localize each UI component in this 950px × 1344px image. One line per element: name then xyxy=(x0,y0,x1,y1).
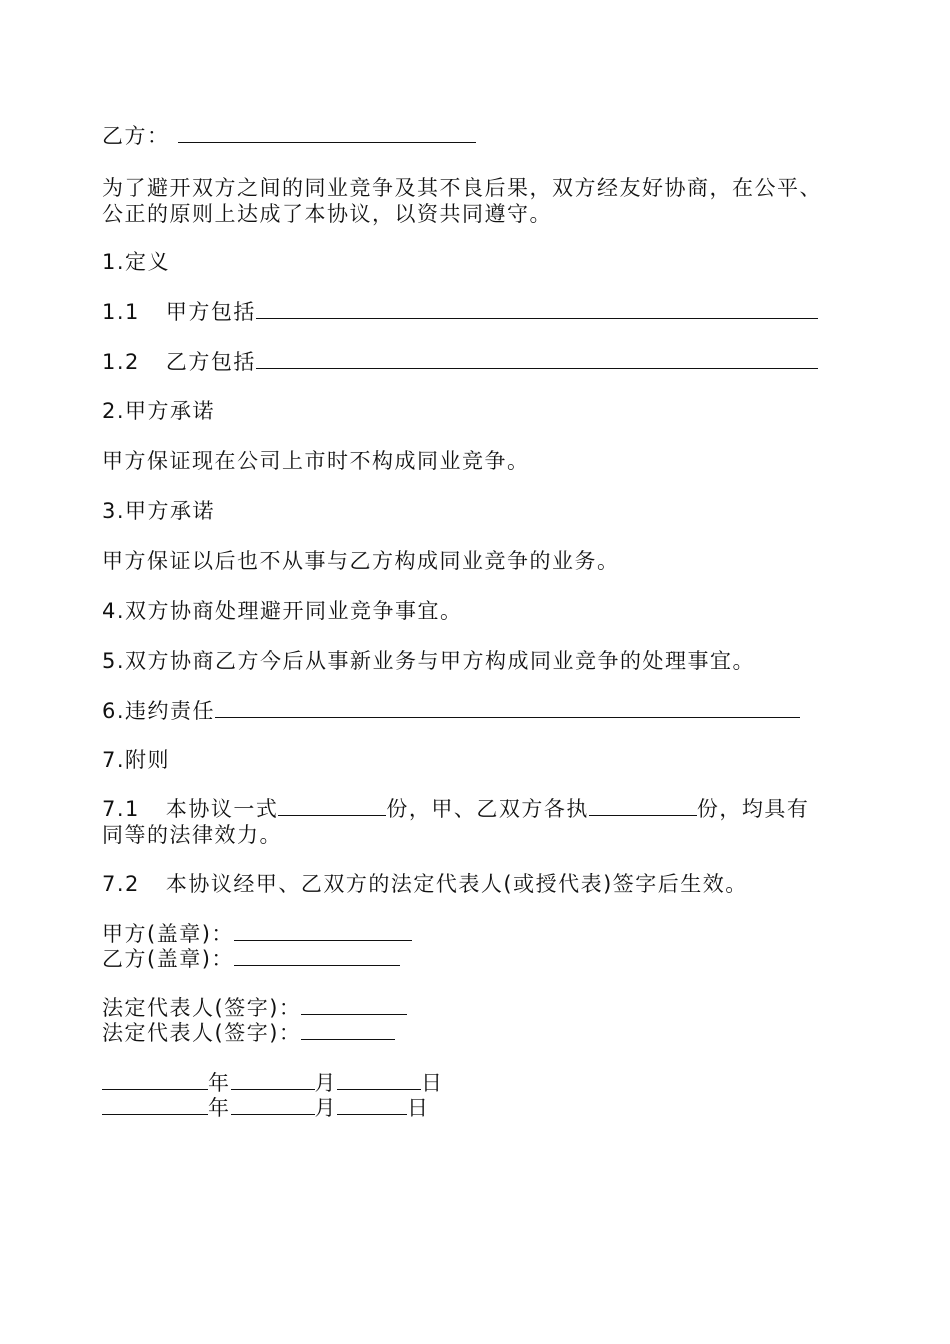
section-1-title: 1.定义 xyxy=(102,250,171,274)
clause-7-1-text-b: 份，甲、乙双方各执 xyxy=(386,797,589,821)
copies-each-blank xyxy=(589,796,697,816)
section-6-blank xyxy=(215,698,800,718)
year-label-1: 年 xyxy=(208,1071,231,1095)
party-b-line xyxy=(102,123,476,149)
party-b-blank xyxy=(178,123,476,143)
section-3-title: 3.甲方承诺 xyxy=(102,499,216,523)
rep-sign-line-2 xyxy=(102,1020,395,1046)
party-a-seal-line xyxy=(102,921,412,947)
copies-total-blank xyxy=(278,796,386,816)
clause-1-2-number: 1.2 xyxy=(102,350,140,374)
month-label-1: 月 xyxy=(314,1071,337,1095)
month-blank-1 xyxy=(231,1070,315,1090)
section-4-title: 4.双方协商处理避开同业竞争事宜。 xyxy=(102,599,463,623)
section-6-line xyxy=(102,698,800,724)
clause-7-1-line-2: 同等的法律效力。 xyxy=(102,823,282,847)
clause-1-2-text: 乙方包括 xyxy=(165,350,256,374)
section-3-body: 甲方保证以后也不从事与乙方构成同业竞争的业务。 xyxy=(102,549,620,573)
clause-1-1-number: 1.1 xyxy=(102,300,140,324)
clause-7-1-text-a: 本协议一式 xyxy=(165,797,279,821)
rep-sign-line-1 xyxy=(102,995,407,1021)
section-2-body: 甲方保证现在公司上市时不构成同业竞争。 xyxy=(102,449,530,473)
party-b-label: 乙方： xyxy=(102,124,170,148)
section-5-title: 5.双方协商乙方今后从事新业务与甲方构成同业竞争的处理事宜。 xyxy=(102,649,756,673)
year-blank-1 xyxy=(102,1070,208,1090)
month-label-2: 月 xyxy=(314,1096,337,1120)
date-line-2 xyxy=(102,1095,430,1121)
section-2-title: 2.甲方承诺 xyxy=(102,399,216,423)
day-blank-2 xyxy=(337,1095,407,1115)
day-label-1: 日 xyxy=(421,1071,444,1095)
clause-7-2 xyxy=(102,871,748,897)
year-label-2: 年 xyxy=(208,1096,231,1120)
clause-1-2-blank xyxy=(256,349,818,369)
party-b-seal-line xyxy=(102,946,400,972)
party-b-seal-blank xyxy=(234,946,400,966)
day-blank-1 xyxy=(337,1070,421,1090)
rep-sign-blank-2 xyxy=(301,1020,395,1040)
day-label-2: 日 xyxy=(407,1096,430,1120)
intro-line-1: 为了避开双方之间的同业竞争及其不良后果，双方经友好协商，在公平、 xyxy=(102,176,822,200)
clause-7-2-text: 本协议经甲、乙双方的法定代表人(或授代表)签字后生效。 xyxy=(165,872,748,896)
section-6-title: 6.违约责任 xyxy=(102,699,216,723)
intro-line-2: 公正的原则上达成了本协议，以资共同遵守。 xyxy=(102,202,552,226)
month-blank-2 xyxy=(231,1095,315,1115)
clause-7-1-line-1 xyxy=(102,796,809,822)
section-7-title: 7.附则 xyxy=(102,748,171,772)
clause-7-1-number: 7.1 xyxy=(102,797,140,821)
clause-1-2 xyxy=(102,349,818,375)
clause-1-1-blank xyxy=(256,299,818,319)
party-b-seal-label: 乙方(盖章)： xyxy=(102,947,234,971)
party-a-seal-blank xyxy=(234,921,412,941)
rep-sign-label-1: 法定代表人(签字)： xyxy=(102,996,302,1020)
date-line-1 xyxy=(102,1070,444,1096)
clause-1-1-text: 甲方包括 xyxy=(165,300,256,324)
rep-sign-blank-1 xyxy=(301,995,407,1015)
clause-7-1-text-c: 份，均具有 xyxy=(696,797,810,821)
year-blank-2 xyxy=(102,1095,208,1115)
clause-7-2-number: 7.2 xyxy=(102,872,140,896)
clause-1-1 xyxy=(102,299,818,325)
party-a-seal-label: 甲方(盖章)： xyxy=(102,922,234,946)
rep-sign-label-2: 法定代表人(签字)： xyxy=(102,1021,302,1045)
